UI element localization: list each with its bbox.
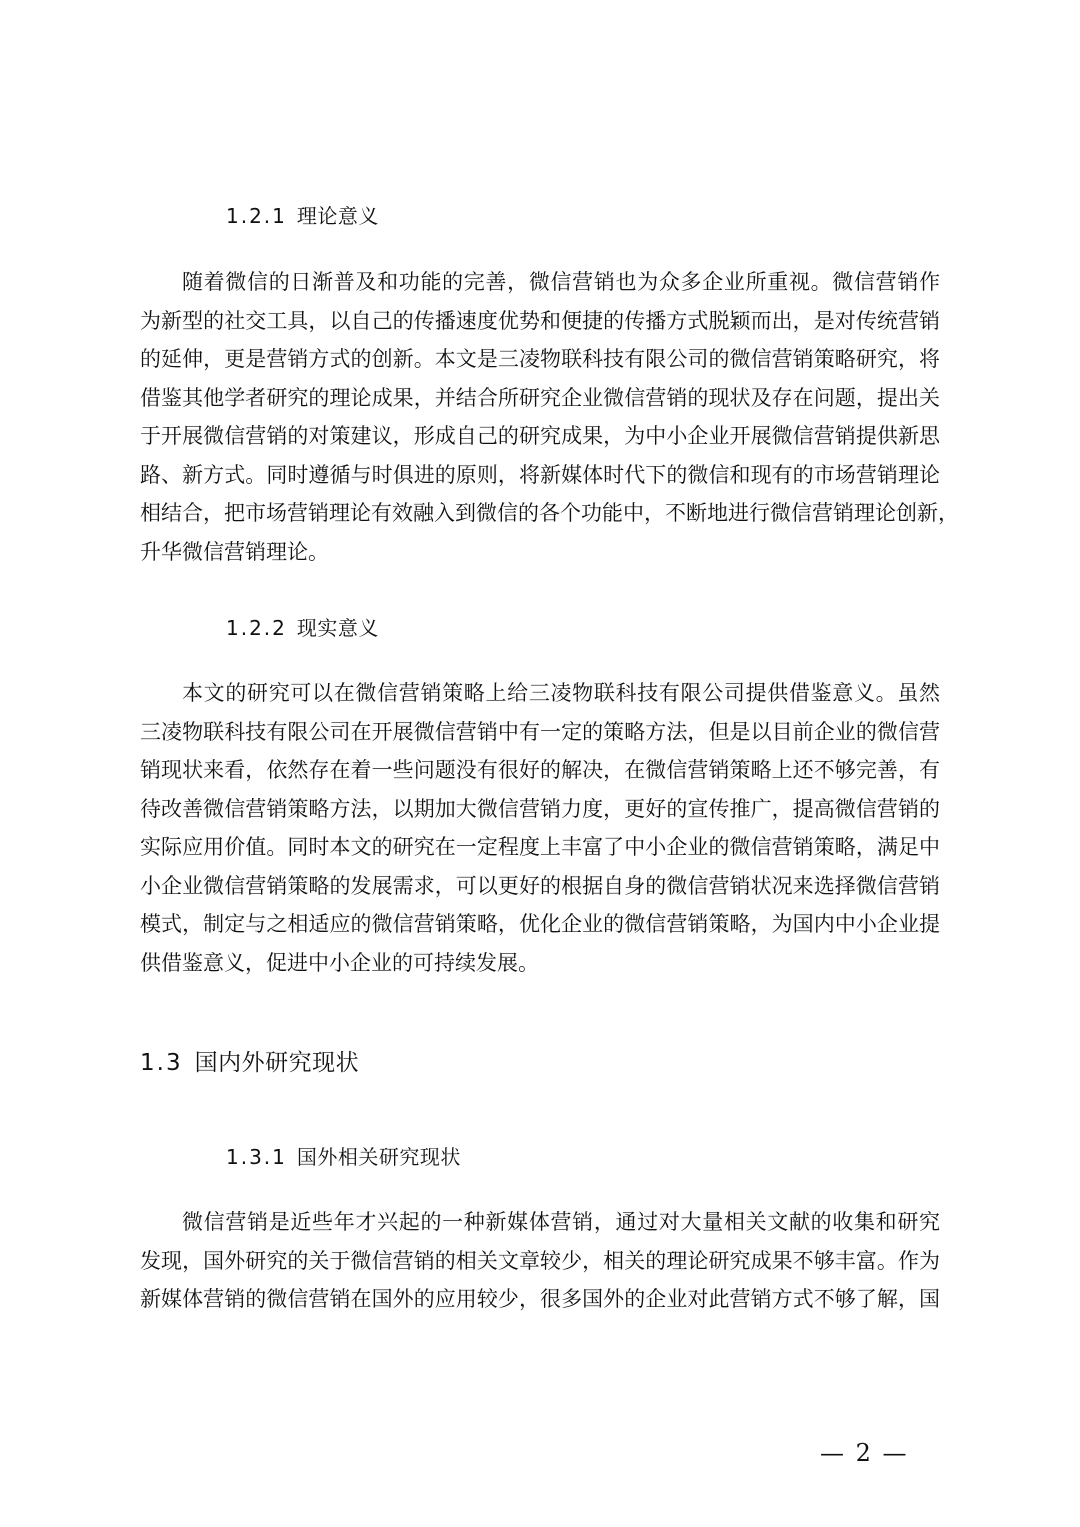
subsection-number: 1.2.1 [226,204,287,228]
subsection-title: 现实意义 [296,616,379,640]
paragraph-line: 升华微信营销理论。 [140,539,329,564]
subsection-title: 国外相关研究现状 [296,1145,461,1169]
paragraph-line: 模式，制定与之相适应的微信营销策略，优化企业的微信营销策略，为国内中小企业提 [140,912,940,936]
paragraph-line: 微信营销是近些年才兴起的一种新媒体营销，通过对大量相关文献的收集和研究 [182,1210,940,1234]
page-number: — 2 — [820,1439,909,1467]
paragraph-line: 借鉴其他学者研究的理论成果，并结合所研究企业微信营销的现状及存在问题，提出关 [140,385,940,410]
paragraph-practical-significance [140,674,940,982]
section-heading-1-3 [140,1045,359,1081]
subsection-number: 1.2.2 [226,616,287,640]
paragraph-theoretical-significance [140,263,959,571]
section-title: 国内外研究现状 [194,1050,360,1076]
paragraph-line: 新媒体营销的微信营销在国外的应用较少，很多国外的企业对此营销方式不够了解，国 [140,1287,940,1311]
subsection-heading-1-3-1 [226,1142,461,1172]
subsection-title: 理论意义 [296,204,379,228]
paragraph-line: 于开展微信营销的对策建议，形成自己的研究成果，为中小企业开展微信营销提供新思 [140,424,940,448]
subsection-heading-1-2-2 [226,613,379,643]
paragraph-line: 实际应用价值。同时本文的研究在一定程度上丰富了中小企业的微信营销策略，满足中 [140,835,940,859]
subsection-number: 1.3.1 [226,1145,287,1169]
paragraph-line: 相结合，把市场营销理论有效融入到微信的各个功能中，不断地进行微信营销理论创新， [140,501,959,525]
paragraph-line: 发现，国外研究的关于微信营销的相关文章较少，相关的理论研究成果不够丰富。作为 [140,1248,940,1273]
paragraph-line: 小企业微信营销策略的发展需求，可以更好的根据自身的微信营销状况来选择微信营销 [140,873,940,898]
paragraph-line: 三凌物联科技有限公司在开展微信营销中有一定的策略方法，但是以目前企业的微信营 [140,719,940,744]
paragraph-line: 销现状来看，依然存在着一些问题没有很好的解决，在微信营销策略上还不够完善，有 [140,758,940,782]
paragraph-line: 的延伸，更是营销方式的创新。本文是三凌物联科技有限公司的微信营销策略研究，将 [140,347,940,371]
paragraph-line: 路、新方式。同时遵循与时俱进的原则，将新媒体时代下的微信和现有的市场营销理论 [140,462,940,487]
paragraph-line: 本文的研究可以在微信营销策略上给三凌物联科技有限公司提供借鉴意义。虽然 [182,681,940,705]
paragraph-line: 为新型的社交工具，以自己的传播速度优势和便捷的传播方式脱颖而出，是对传统营销 [140,308,940,333]
paragraph-line: 供借鉴意义，促进中小企业的可持续发展。 [140,950,539,975]
paragraph-line: 随着微信的日渐普及和功能的完善，微信营销也为众多企业所重视。微信营销作 [182,270,940,294]
section-number: 1.3 [140,1050,183,1076]
paragraph-foreign-research [140,1203,940,1319]
subsection-heading-1-2-1 [226,201,379,231]
paragraph-line: 待改善微信营销策略方法，以期加大微信营销力度，更好的宣传推广，提高微信营销的 [140,796,940,821]
